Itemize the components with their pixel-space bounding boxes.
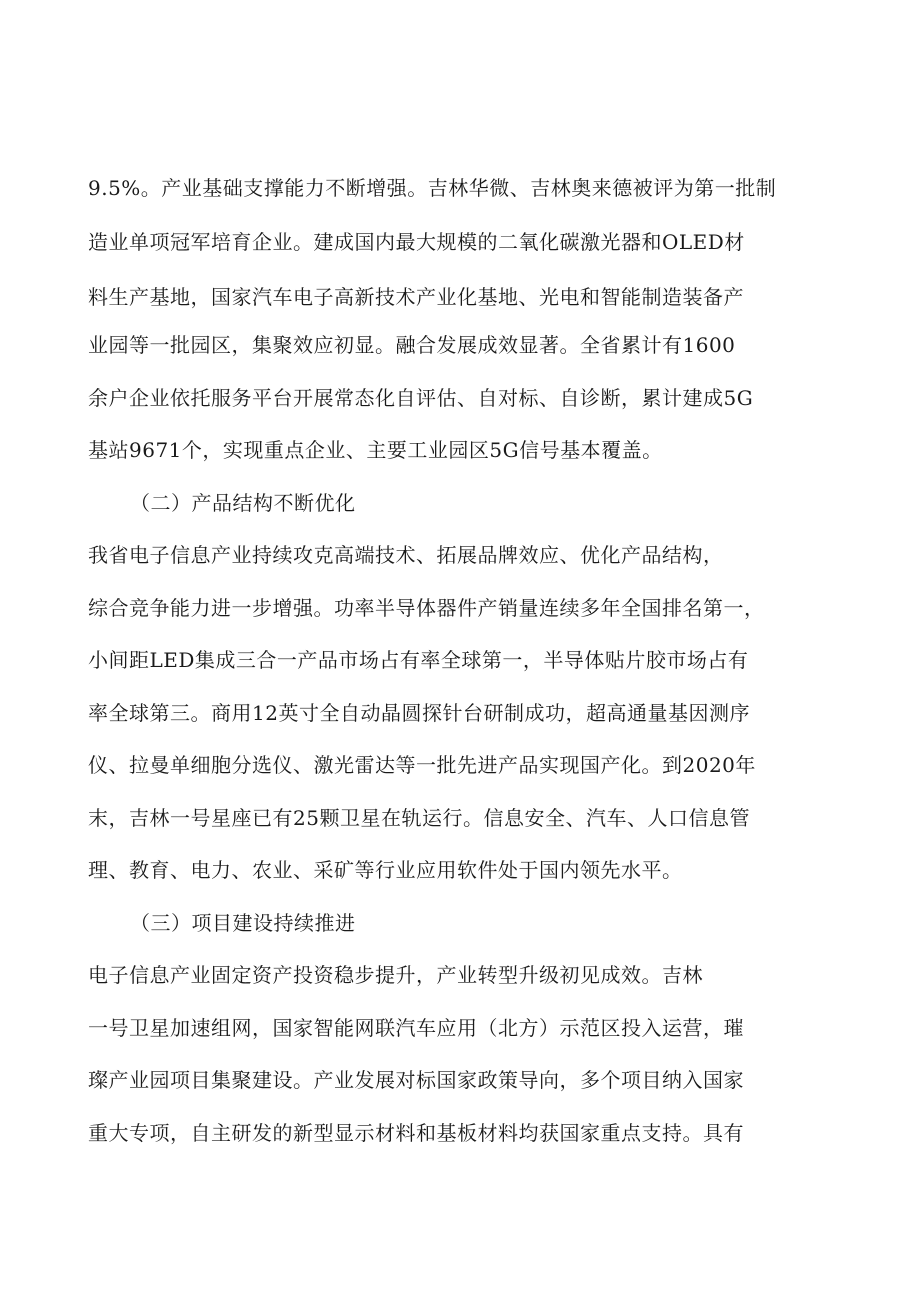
paragraph-2-line-5: 仪、拉曼单细胞分选仪、激光雷达等一批先进产品实现国产化。到2020年 <box>88 753 756 777</box>
paragraph-1-line-1: 9.5%。产业基础支撑能力不断增强。吉林华微、吉林奥来德被评为第一批制 <box>88 176 777 200</box>
paragraph-1-line-5: 余户企业依托服务平台开展常态化自评估、自对标、自诊断，累计建成5G <box>88 386 754 410</box>
paragraph-1-line-2: 造业单项冠军培育企业。建成国内最大规模的二氧化碳激光器和OLED材 <box>88 230 745 254</box>
paragraph-1-line-6: 基站9671个，实现重点企业、主要工业园区5G信号基本覆盖。 <box>88 438 663 462</box>
paragraph-2-line-3: 小间距LED集成三合一产品市场占有率全球第一，半导体贴片胶市场占有 <box>88 648 749 672</box>
paragraph-1-line-4: 业园等一批园区，集聚效应初显。融合发展成效显著。全省累计有1600 <box>88 333 736 357</box>
section-heading-2: （二）产品结构不断优化 <box>130 491 356 515</box>
section-heading-3: （三）项目建设持续推进 <box>130 911 356 935</box>
paragraph-2-line-6: 末，吉林一号星座已有25颗卫星在轨运行。信息安全、汽车、人口信息管 <box>88 806 750 830</box>
paragraph-3-line-2: 一号卫星加速组网，国家智能网联汽车应用（北方）示范区投入运营，璀 <box>88 1016 744 1040</box>
paragraph-3-line-1: 电子信息产业固定资产投资稳步提升，产业转型升级初见成效。吉林 <box>88 963 703 987</box>
paragraph-2-line-1: 我省电子信息产业持续攻克高端技术、拓展品牌效应、优化产品结构， <box>88 543 724 567</box>
paragraph-2-line-7: 理、教育、电力、农业、采矿等行业应用软件处于国内领先水平。 <box>88 858 683 882</box>
paragraph-1-line-3: 料生产基地，国家汽车电子高新技术产业化基地、光电和智能制造装备产 <box>88 285 744 309</box>
paragraph-3-line-3: 璨产业园项目集聚建设。产业发展对标国家政策导向，多个项目纳入国家 <box>88 1068 744 1092</box>
paragraph-2-line-2: 综合竞争能力进一步增强。功率半导体器件产销量连续多年全国排名第一， <box>88 596 765 620</box>
paragraph-2-line-4: 率全球第三。商用12英寸全自动晶圆探针台研制成功，超高通量基因测序 <box>88 701 750 725</box>
paragraph-3-line-4: 重大专项，自主研发的新型显示材料和基板材料均获国家重点支持。具有 <box>88 1121 744 1145</box>
